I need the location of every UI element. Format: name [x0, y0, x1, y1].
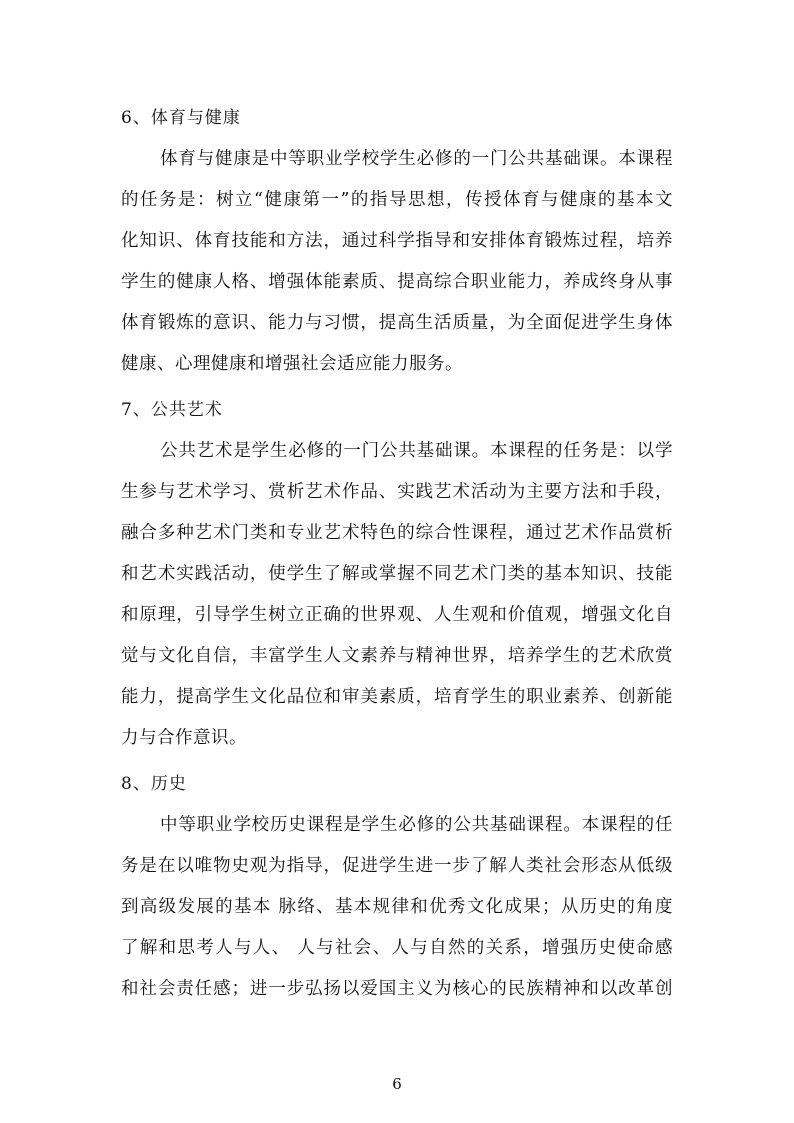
section-heading-public-art: 7、公共艺术 — [121, 400, 223, 420]
paragraph-line: 化知识、体育技能和方法，通过科学指导和安排体育锻炼过程，培养 — [121, 231, 673, 251]
paragraph-line: 公共艺术是学生必修的一门公共基础课。本课程的任务是：以学 — [160, 441, 673, 461]
section-heading-physical-education: 6、体育与健康 — [121, 108, 241, 128]
paragraph-line: 觉与文化自信，丰富学生人文素养与精神世界，培养学生的艺术欣赏 — [121, 646, 673, 666]
paragraph-line: 健康、心理健康和增强社会适应能力服务。 — [121, 354, 463, 374]
paragraph-line: 和原理，引导学生树立正确的世界观、人生观和价值观，增强文化自 — [121, 605, 673, 625]
paragraph-line: 体育锻炼的意识、能力与习惯，提高生活质量，为全面促进学生身体 — [121, 313, 673, 333]
paragraph-line: 融合多种艺术门类和专业艺术特色的综合性课程，通过艺术作品赏析 — [121, 523, 673, 543]
paragraph-line: 和艺术实践活动，使学生了解或掌握不同艺术门类的基本知识、技能 — [121, 564, 673, 584]
paragraph-line: 力与合作意识。 — [121, 728, 247, 748]
paragraph-line: 了解和思考人与人、 人与社会、人与自然的关系，增强历史使命感 — [121, 938, 673, 958]
page-number: 6 — [392, 1075, 402, 1093]
paragraph-line: 体育与健康是中等职业学校学生必修的一门公共基础课。本课程 — [160, 149, 673, 169]
paragraph-line: 务是在以唯物史观为指导，促进学生进一步了解人类社会形态从低级 — [121, 856, 673, 876]
paragraph-line: 和社会责任感；进一步弘扬以爱国主义为核心的民族精神和以改革创 — [121, 979, 673, 999]
paragraph-line: 中等职业学校历史课程是学生必修的公共基础课程。本课程的任 — [160, 815, 673, 835]
paragraph-line: 的任务是：树立“健康第一”的指导思想，传授体育与健康的基本文 — [121, 190, 673, 210]
paragraph-line: 学生的健康人格、增强体能素质、提高综合职业能力，养成终身从事 — [121, 272, 673, 292]
section-heading-history: 8、历史 — [121, 774, 187, 794]
paragraph-line: 到高级发展的基本 脉络、基本规律和优秀文化成果；从历史的角度 — [121, 897, 673, 917]
paragraph-line: 能力，提高学生文化品位和审美素质，培育学生的职业素养、创新能 — [121, 687, 673, 707]
paragraph-line: 生参与艺术学习、赏析艺术作品、实践艺术活动为主要方法和手段， — [121, 482, 673, 502]
